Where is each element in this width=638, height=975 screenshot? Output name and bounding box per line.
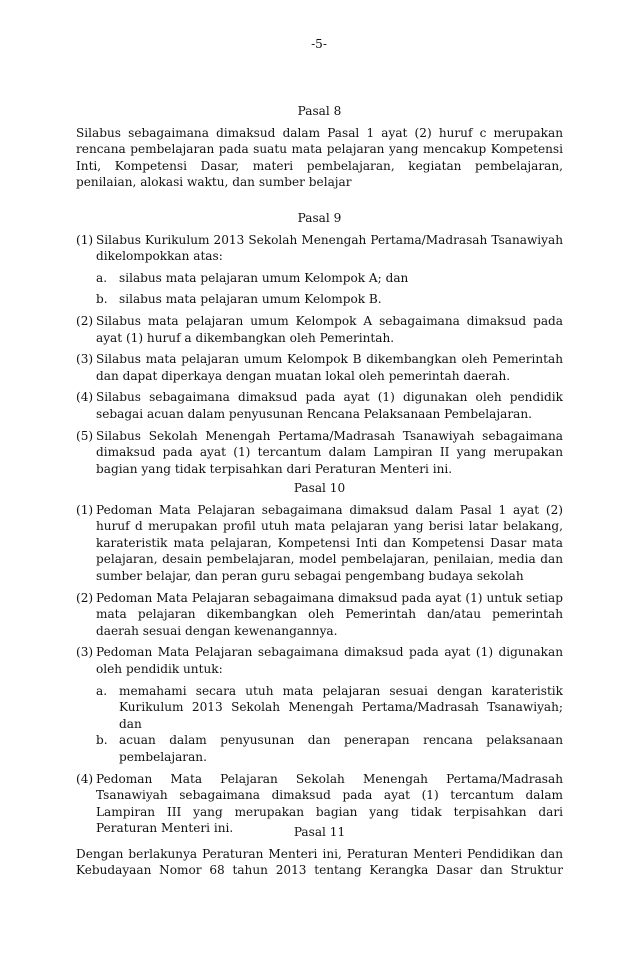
sub-item-b bbox=[96, 291, 563, 308]
pasal-10-item-3-sublist bbox=[96, 683, 563, 766]
item-number: (3) bbox=[76, 645, 94, 660]
item-number: (1) bbox=[76, 232, 94, 247]
pasal-9-item-5 bbox=[76, 428, 563, 478]
pasal-9-item-1 bbox=[76, 232, 563, 308]
pasal-8-text: Silabus sebagaimana dimaksud dalam Pasal 1 ayat (2) huruf c merupakan rencana pembelajaran pada suatu mata pelajaran yang mencakup Kompetensi Inti, Kompetensi Dasar, materi pembelajaran, kegiatan pembelajaran, penilaian, alokasi waktu, dan sumber belajar bbox=[76, 125, 563, 190]
item-text: Pedoman Mata Pelajaran Sekolah Menengah Pertama/Madrasah Tsanawiyah sebagaimana dimaksud pada ayat (1) tercantum dalam Lampiran III yang merupakan bagian yang tidak terpisahkan dari Peraturan Menteri ini. bbox=[96, 771, 563, 836]
pasal-9-title: Pasal 9 bbox=[297, 211, 342, 225]
sub-item-letter: b. bbox=[96, 292, 108, 307]
item-text: Silabus sebagaimana dimaksud pada ayat (1) digunakan oleh pendidik sebagai acuan dalam penyusunan Rencana Pelaksanaan Pembelajaran. bbox=[96, 390, 563, 421]
pasal-10-title: Pasal 10 bbox=[293, 481, 346, 495]
pasal-9-item-2 bbox=[76, 313, 563, 346]
pasal-11-text: Dengan berlakunya Peraturan Menteri ini, Peraturan Menteri Pendidikan dan Kebudayaan Nomor 68 tahun 2013 tentang Kerangka Dasar dan Struktur bbox=[76, 846, 563, 878]
sub-item-text: memahami secara utuh mata pelajaran sesuai dengan karateristik Kurikulum 2013 Sekolah Menengah Pertama/Madrasah Tsanawiyah; dan bbox=[119, 683, 563, 731]
item-text: Pedoman Mata Pelajaran sebagaimana dimaksud pada ayat (1) untuk setiap mata pelajaran dikembangkan oleh Pemerintah dan/atau pemerintah daerah sesuai dengan kewenangannya. bbox=[96, 590, 563, 638]
item-number: (5) bbox=[76, 428, 94, 443]
pasal-9-item-4 bbox=[76, 389, 563, 422]
page-number: -5- bbox=[311, 37, 327, 51]
item-number: (4) bbox=[76, 390, 94, 405]
pasal-9-list bbox=[76, 232, 563, 478]
sub-item-a bbox=[96, 270, 563, 287]
item-text: Silabus Sekolah Menengah Pertama/Madrasah Tsanawiyah sebagaimana dimaksud pada ayat (1) tercantum dalam Lampiran II yang merupakan bagian yang tidak terpisahkan dari Peraturan Menteri ini. bbox=[96, 428, 563, 476]
item-text: Silabus Kurikulum 2013 Sekolah Menengah Pertama/Madrasah Tsanawiyah dikelompokkan atas: bbox=[96, 232, 563, 264]
pasal-8-title: Pasal 8 bbox=[297, 104, 342, 118]
pasal-10-item-2 bbox=[76, 590, 563, 640]
pasal-10 bbox=[76, 480, 563, 837]
sub-item-text: silabus mata pelajaran umum Kelompok A; dan bbox=[119, 270, 409, 285]
pasal-9-item-3 bbox=[76, 351, 563, 384]
pasal-10-item-3 bbox=[76, 644, 563, 765]
sub-item-text: acuan dalam penyusunan dan penerapan rencana pelaksanaan pembelajaran. bbox=[119, 733, 563, 764]
item-number: (1) bbox=[76, 502, 94, 517]
pasal-9 bbox=[76, 210, 563, 477]
item-number: (2) bbox=[76, 590, 94, 605]
sub-item-letter: a. bbox=[96, 683, 108, 698]
item-number: (4) bbox=[76, 771, 94, 786]
item-text: Pedoman Mata Pelajaran sebagaimana dimaksud pada ayat (1) digunakan oleh pendidik untuk: bbox=[96, 645, 563, 676]
item-number: (2) bbox=[76, 313, 94, 328]
item-text: Silabus mata pelajaran umum Kelompok B dikembangkan oleh Pemerintah dan dapat diperkaya dengan muatan lokal oleh pemerintah daerah. bbox=[96, 352, 563, 383]
item-text: Pedoman Mata Pelajaran sebagaimana dimaksud dalam Pasal 1 ayat (2) huruf d merupakan profil utuh mata pelajaran yang berisi latar belakang, karateristik mata pelajaran, Kompetensi Inti dan Kompetensi Dasar mata pelajaran, desain pembelajaran, model pembelajaran, penilaian, media dan sumber belajar, dan peran guru sebagai pengembang budaya sekolah bbox=[96, 502, 563, 583]
sub-item-letter: a. bbox=[96, 270, 108, 285]
sub-item-a bbox=[96, 683, 563, 733]
pasal-11 bbox=[76, 824, 563, 879]
pasal-8 bbox=[76, 103, 563, 191]
pasal-11-title: Pasal 11 bbox=[293, 825, 346, 839]
sub-item-text: silabus mata pelajaran umum Kelompok B. bbox=[119, 292, 382, 307]
item-number: (3) bbox=[76, 352, 94, 367]
pasal-10-item-1 bbox=[76, 502, 563, 585]
pasal-10-list bbox=[76, 502, 563, 837]
item-text: Silabus mata pelajaran umum Kelompok A sebagaimana dimaksud pada ayat (1) huruf a dikembangkan oleh Pemerintah. bbox=[96, 313, 563, 345]
pasal-9-item-1-sublist bbox=[96, 270, 563, 308]
sub-item-letter: b. bbox=[96, 733, 108, 748]
sub-item-b bbox=[96, 732, 563, 765]
